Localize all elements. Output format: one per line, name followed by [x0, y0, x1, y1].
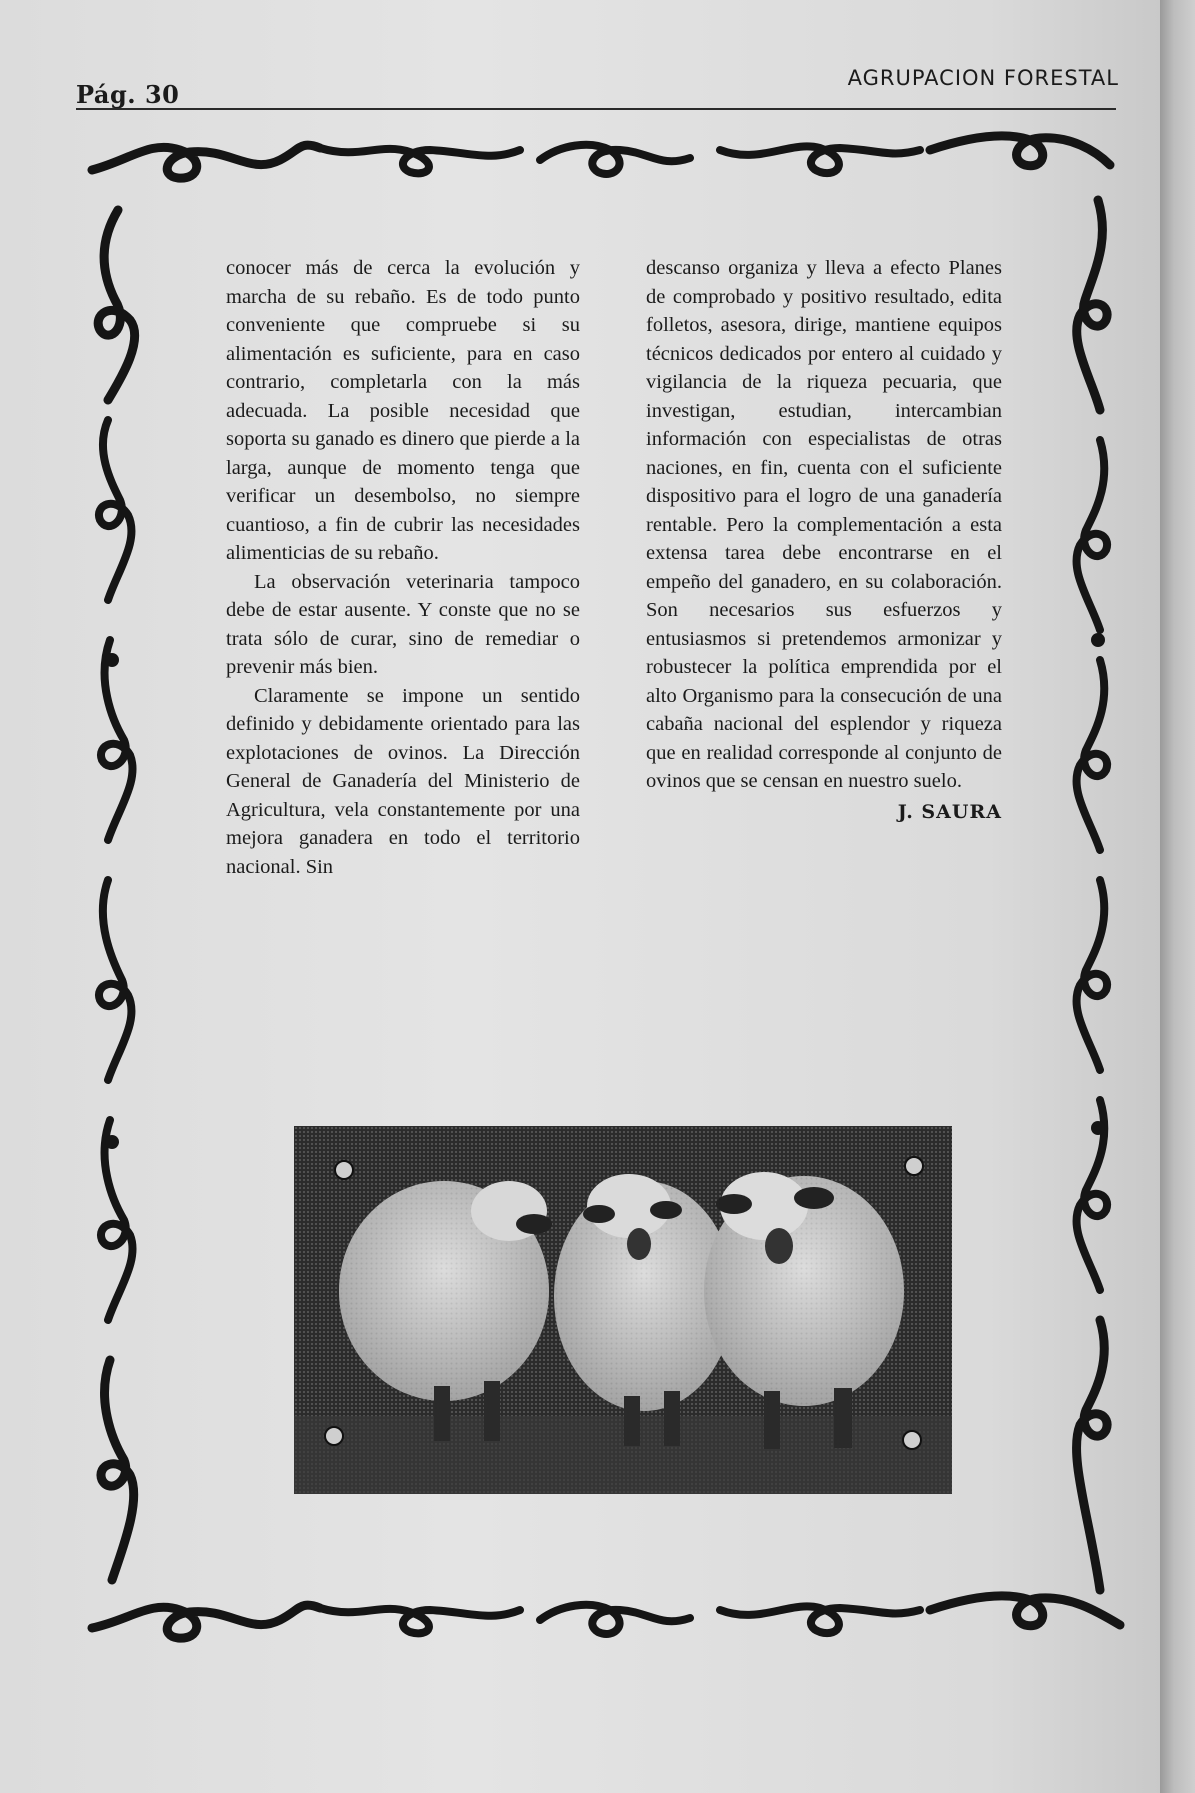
border-top-scroll — [92, 145, 320, 178]
border-right-scroll — [1077, 200, 1107, 410]
paragraph: La observación veterinaria tampoco debe de estar ausente. Y conste que no se trata sólo de curar, sino de remediar o prevenir más bien. — [226, 570, 580, 678]
article-left-column — [226, 254, 580, 881]
border-bottom-scroll — [92, 1605, 320, 1638]
paragraph: Claramente se impone un sentido definido y debidamente orientado para las explotaciones de ovinos. La Dirección General de Ganadería del Ministerio de Agricultura, vela constantemente por una mejora ganadera en todo el territorio nacional. Sin — [226, 684, 580, 878]
page-edge — [1160, 0, 1195, 1793]
author-signature: J. SAURA — [897, 800, 1002, 823]
paragraph: descanso organiza y lleva a efecto Planes de comprobado y positivo resultado, edita folletos, asesora, dirige, mantiene equipos técnicos dedicados por entero al cuidado y vigilancia de la riqueza pecuaria, que investigan, estudian, intercambian información con especialistas de otras naciones, en fin, cuenta con el suficiente dispositivo para el logro de una ganadería rentable. Pero la complementación a esta extensa tarea debe encontrarse en el empeño del ganadero, en su colaboración. Son necesarios sus esfuerzos y entusiasmos si pretendemos armonizar y robustecer la política emprendida por el alto Organismo para la consecución de una cabaña nacional del esplendor y riqueza que en realidad corresponde al conjunto de ovinos que se censan en nuestro suelo. — [646, 257, 1002, 792]
paragraph: conocer más de cerca la evolución y marcha de su rebaño. Es de todo punto conveniente que compruebe si su alimentación es suficiente, para en caso contrario, completarla con la más adecuada. La posible necesidad que soporta su ganado es dinero que pierde a la larga, aunque de momento tenga que verificar un desembolso, no siempre cuantioso, a fin de cubrir las necesidades alimenticias de su rebaño. — [226, 257, 580, 564]
sheep-photo — [294, 1126, 952, 1494]
border-left-scroll — [98, 210, 134, 400]
publication-title: AGRUPACION FORESTAL — [847, 66, 1119, 90]
page-number: Pág. 30 — [76, 80, 180, 109]
article-right-column — [646, 254, 1002, 826]
